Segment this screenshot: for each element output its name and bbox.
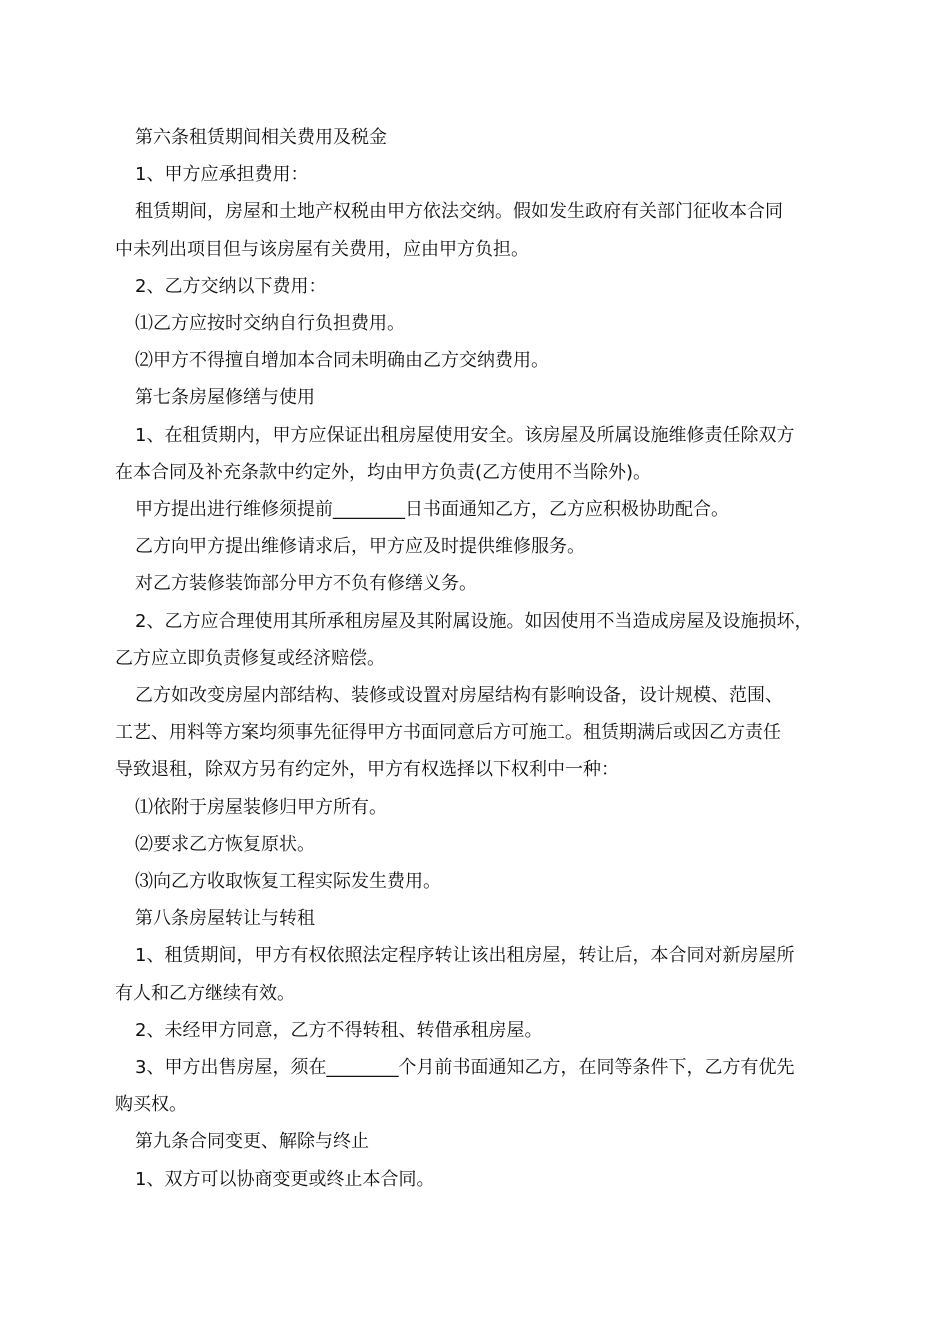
clause-line: 2、未经甲方同意，乙方不得转租、转借承租房屋。 bbox=[135, 1019, 543, 1041]
clause-line: 工艺、用料等方案均须事先征得甲方书面同意后方可施工。租赁期满后或因乙方责任 bbox=[115, 722, 781, 744]
section-heading-7: 第七条房屋修缮与使用 bbox=[135, 387, 315, 409]
clause-line: 乙方向甲方提出维修请求后，甲方应及时提供维修服务。 bbox=[135, 536, 585, 558]
clause-line: 导致退租，除双方另有约定外，甲方有权选择以下权利中一种： bbox=[115, 759, 619, 781]
clause-line: 甲方提出进行维修须提前________日书面通知乙方，乙方应积极协助配合。 bbox=[135, 499, 729, 521]
clause-line: ⑵甲方不得擅自增加本合同未明确由乙方交纳费用。 bbox=[135, 350, 549, 372]
clause-line: 乙方如改变房屋内部结构、装修或设置对房屋结构有影响设备，设计规模、范围、 bbox=[135, 685, 783, 707]
clause-line: 1、甲方应承担费用： bbox=[135, 164, 309, 186]
clause-line: 1、租赁期间，甲方有权依照法定程序转让该出租房屋，转让后，本合同对新房屋所 bbox=[135, 945, 795, 967]
clause-line: 对乙方装修装饰部分甲方不负有修缮义务。 bbox=[135, 573, 477, 595]
clause-line: 乙方应立即负责修复或经济赔偿。 bbox=[115, 647, 385, 669]
clause-line: 1、在租赁期内，甲方应保证出租房屋使用安全。该房屋及所属设施维修责任除双方 bbox=[135, 424, 795, 446]
clause-line: 中未列出项目但与该房屋有关费用，应由甲方负担。 bbox=[115, 238, 529, 260]
clause-line: ⑴乙方应按时交纳自行负担费用。 bbox=[135, 313, 405, 335]
section-heading-9: 第九条合同变更、解除与终止 bbox=[135, 1131, 369, 1153]
clause-line: 有人和乙方继续有效。 bbox=[115, 982, 295, 1004]
clause-line: 2、乙方交纳以下费用： bbox=[135, 275, 327, 297]
clause-line: 购买权。 bbox=[115, 1094, 187, 1116]
clause-line: ⑵要求乙方恢复原状。 bbox=[135, 833, 315, 855]
document-page bbox=[115, 119, 845, 1198]
clause-line: 1、双方可以协商变更或终止本合同。 bbox=[135, 1168, 435, 1190]
section-heading-8: 第八条房屋转让与转租 bbox=[135, 908, 315, 930]
clause-line: 2、乙方应合理使用其所承租房屋及其附属设施。如因使用不当造成房屋及设施损坏， bbox=[135, 610, 813, 632]
clause-line: 在本合同及补充条款中约定外，均由甲方负责(乙方使用不当除外)。 bbox=[115, 461, 652, 483]
clause-line: 3、甲方出售房屋，须在________个月前书面通知乙方，在同等条件下，乙方有优先 bbox=[135, 1057, 795, 1079]
clause-line: ⑶向乙方收取恢复工程实际发生费用。 bbox=[135, 871, 441, 893]
section-heading-6: 第六条租赁期间相关费用及税金 bbox=[135, 127, 387, 148]
clause-line: 租赁期间，房屋和土地产权税由甲方依法交纳。假如发生政府有关部门征收本合同 bbox=[135, 201, 783, 223]
clause-line: ⑴依附于房屋装修归甲方所有。 bbox=[135, 796, 387, 818]
